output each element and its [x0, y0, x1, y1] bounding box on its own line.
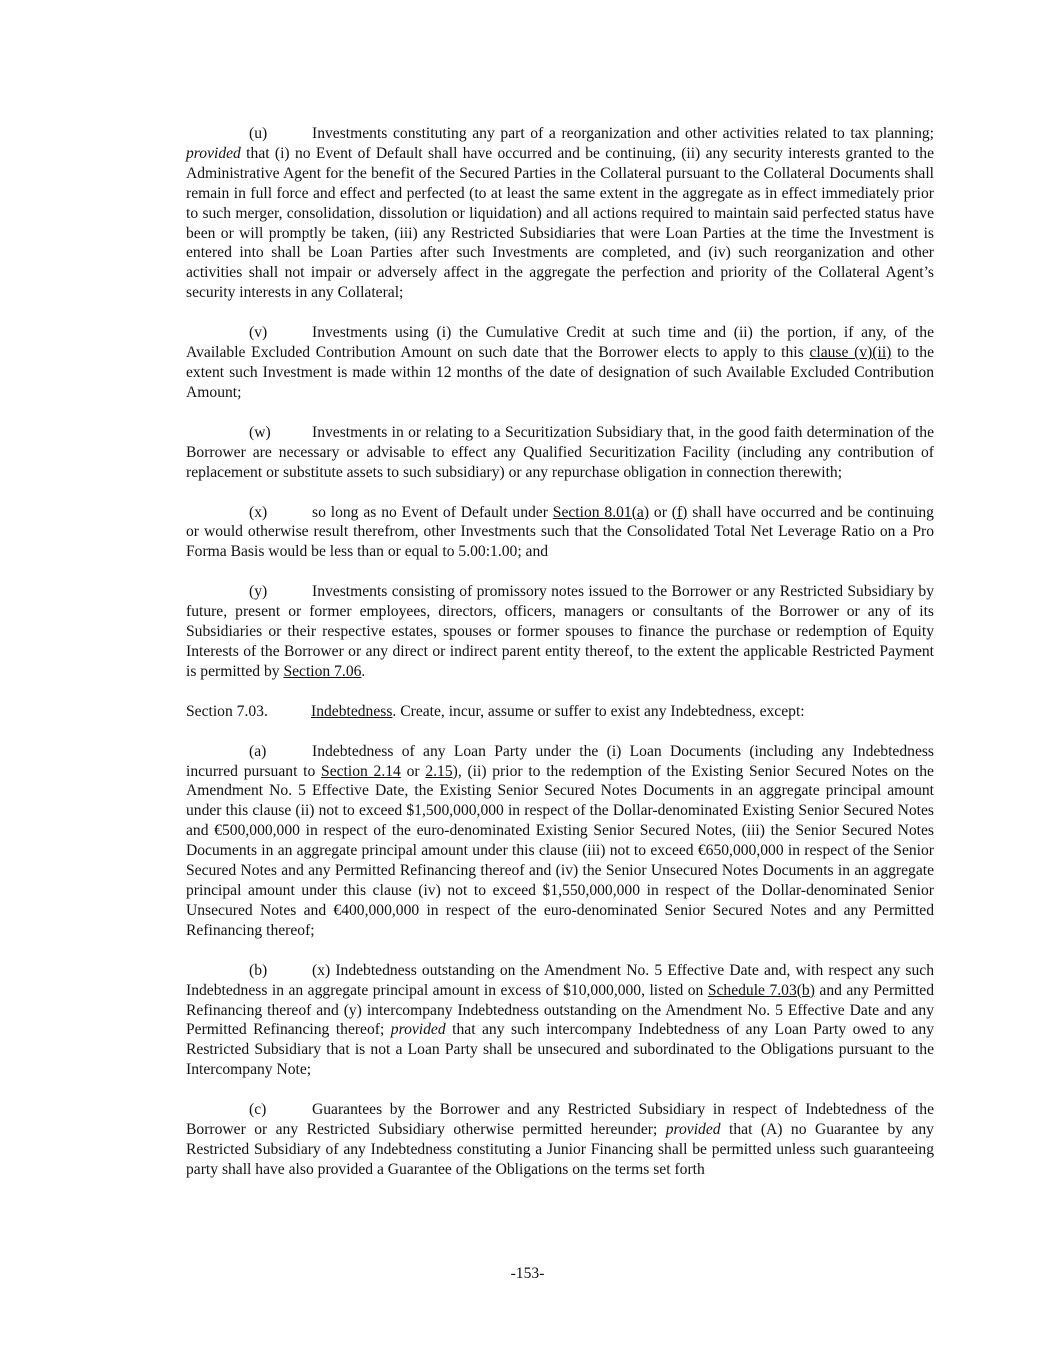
cross-reference: (f) [671, 503, 688, 521]
clause-label: (y) [249, 583, 268, 601]
cross-reference: Section 8.01(a) [552, 503, 650, 521]
cross-reference: Section 2.14 [321, 762, 401, 780]
provided-term: provided [186, 144, 241, 162]
clause-label: (w) [249, 423, 271, 441]
section-title: Indebtedness [311, 702, 393, 720]
section-heading-7-03: Section 7.03. Indebtedness. Create, incur, assume or suffer to exist any Indebtedness, except: [186, 702, 805, 720]
cross-reference: Section 7.06 [283, 662, 362, 680]
clause-label: (u) [249, 125, 268, 142]
provided-term: provided [665, 1121, 721, 1139]
clause-x: (x) so long as no Event of Default under Section 8.01(a) or (f) shall have occurred and be continuing or would otherwise result therefrom, other Investments such that the Consolidated Total Net Leverage Ratio on a Pro Forma Basis would be less than or equal to 5.00:1.00; and [186, 503, 934, 561]
cross-reference: clause (v)(ii) [809, 344, 892, 362]
clause-b: (b) (x) Indebtedness outstanding on the Amendment No. 5 Effective Date and, with respect any such Indebtedness in an aggregate principal amount in excess of $10,000,000, listed on Schedule 7.03(b) and any Permitted Refinancing thereof and (y) intercompany Indebtedness outstanding on the Amendment No. 5 Effective Date and any Permitted Refinancing thereof; provided that any such intercompany Indebtedness of any Loan Party owed to any Restricted Subsidiary that is not a Loan Party shall be unsecured and subordinated to the Obligations pursuant to the Intercompany Note; [186, 961, 935, 1079]
section-number: Section 7.03. [186, 702, 268, 720]
clause-u: (u) Investments constituting any part of a reorganization and other activities related to tax planning; provided that (i) no Event of Default shall have occurred and be continuing, (ii) any security interests granted to the Administrative Agent for the benefit of the Secured Parties in the Collateral pursuant to the Collateral Documents shall remain in full force and effect and perfected (to at least the same extent in the aggregate as in effect immediately prior to such merger, consolidation, dissolution or liquidation) and all actions required to maintain said perfected status have been or will promptly be taken, (iii) any Restricted Subsidiaries that were Loan Parties at the time the Investment is entered into shall be Loan Parties after such Investments are completed, and (iv) such reorganization and other activities shall not impair or adversely affect in the aggregate the perfection and priority of the Collateral Agent’s security interests in any Collateral; [186, 125, 934, 302]
clause-c: (c) Guarantees by the Borrower and any Restricted Subsidiary in respect of Indebtedness of the Borrower or any Restricted Subsidiary otherwise permitted hereunder; provided that (A) no Guarantee by any Restricted Subsidiary of any Indebtedness constituting a Junior Financing shall be permitted unless such guaranteeing party shall have also provided a Guarantee of the Obligations on the terms set forth [186, 1101, 934, 1178]
clause-v: (v) Investments using (i) the Cumulative Credit at such time and (ii) the portion, if any, of the Available Excluded Contribution Amount on such date that the Borrower elects to apply to this clause (v)(ii) to the extent such Investment is made within 12 months of the date of designation of such Available Excluded Contribution Amount; [186, 324, 934, 401]
page-number: -153- [510, 1265, 545, 1282]
clause-a: (a) Indebtedness of any Loan Party under the (i) Loan Documents (including any Indebtedness incurred pursuant to Section 2.14 or 2.15), (ii) prior to the redemption of the Existing Senior Secured Notes on the Amendment No. 5 Effective Date, the Existing Senior Secured Notes Documents in an aggregate principal amount under this clause (ii) not to exceed $1,500,000,000 in respect of the Dollar-denominated Existing Senior Secured Notes and €500,000,000 in respect of the euro-denominated Existing Senior Secured Notes, (iii) the Senior Secured Notes Documents in an aggregate principal amount under this clause (iii) not to exceed €650,000,000 in respect of the Senior Secured Notes and any Permitted Refinancing thereof and (iv) the Senior Unsecured Notes Documents in an aggregate principal amount under this clause (iv) not to exceed $1,550,000,000 in respect of the Dollar-denominated Senior Unsecured Notes and €400,000,000 in respect of the euro-denominated Senior Secured Notes and any Permitted Refinancing thereof; [186, 742, 934, 939]
clause-label: (c) [249, 1101, 267, 1119]
clause-label: (x) [249, 503, 268, 521]
provided-term: provided [390, 1021, 446, 1039]
clause-label: (a) [249, 742, 267, 760]
clause-y: (y) Investments consisting of promissory notes issued to the Borrower or any Restricted Subsidiary by future, present or former employees, directors, officers, managers or consultants of the Borrower or any of its Subsidiaries or their respective estates, spouses or former spouses to finance the purchase or redemption of Equity Interests of the Borrower or any direct or indirect parent entity thereof, to the extent the applicable Restricted Payment is permitted by Section 7.06. [186, 583, 934, 680]
clause-w: (w) Investments in or relating to a Securitization Subsidiary that, in the good faith determination of the Borrower are necessary or advisable to effect any Qualified Securitization Facility (including any contribution of replacement or substitute assets to such subsidiary) or any repurchase obligation in connection therewith; [186, 423, 934, 481]
document-page [186, 124, 934, 1200]
cross-reference: Schedule 7.03(b) [707, 981, 815, 999]
clause-label: (b) [249, 961, 268, 979]
clause-label: (v) [249, 324, 268, 342]
cross-reference: 2.15 [425, 762, 453, 780]
